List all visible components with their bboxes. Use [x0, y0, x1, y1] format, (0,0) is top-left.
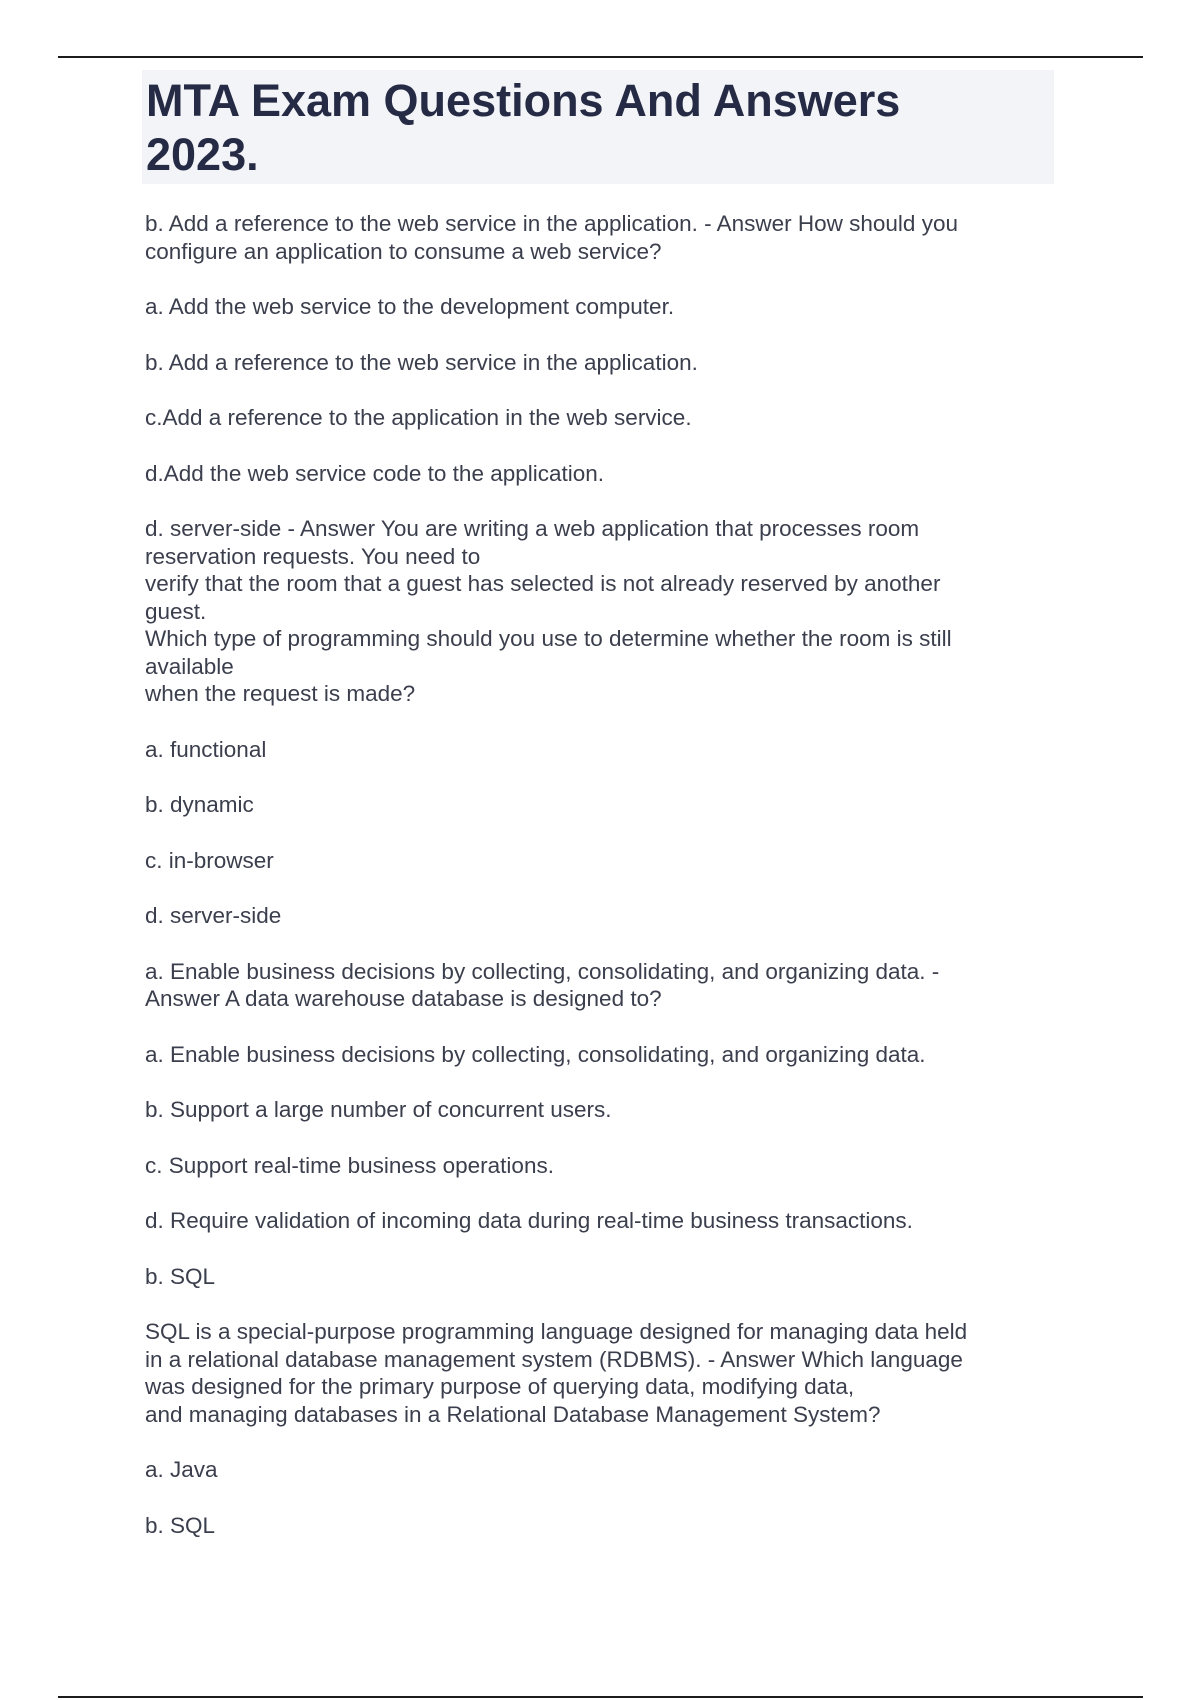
paragraph: d.Add the web service code to the application.	[145, 460, 605, 486]
top-rule	[58, 56, 1143, 58]
paragraph: b. Add a reference to the web service in the application. - Answer How should you configure an application to consume a web service?	[145, 211, 958, 264]
paragraph: b. Add a reference to the web service in the application.	[145, 349, 698, 375]
page-title: MTA Exam Questions And Answers 2023.	[146, 75, 901, 180]
paragraph: b. dynamic	[145, 792, 254, 817]
paragraph: d. server-side	[145, 903, 282, 928]
paragraph: d. Require validation of incoming data during real-time business transactions.	[145, 1208, 913, 1233]
paragraph: b. SQL	[145, 1512, 216, 1538]
paragraph: SQL is a special-purpose programming language designed for managing data held in a relational database management system (RDBMS). - Answer Which language was designed for the primary purpose of querying data, modifying data, and managing databases in a Relational Database Management System?	[145, 1319, 968, 1427]
paragraph: a. Add the web service to the development computer.	[145, 294, 675, 319]
title-block	[142, 70, 1054, 184]
paragraph: b. Support a large number of concurrent users.	[145, 1097, 612, 1122]
document-body	[145, 210, 1050, 1539]
paragraph: d. server-side - Answer You are writing a web application that processes room reservation requests. You need to verify that the room that a guest has selected is not already reserved by another guest. Which type of programming should you use to determine whether the room is still available when the request is made?	[145, 516, 952, 706]
paragraph: c.Add a reference to the application in the web service.	[145, 405, 692, 430]
paragraph: c. Support real-time business operations.	[145, 1152, 554, 1178]
paragraph: a. Enable business decisions by collecting, consolidating, and organizing data. - Answer A data warehouse database is designed to?	[145, 958, 940, 1011]
paragraph: a. functional	[145, 736, 267, 762]
paragraph: c. in-browser	[145, 847, 274, 873]
bottom-rule	[58, 1696, 1143, 1698]
paragraph: b. SQL	[145, 1263, 216, 1289]
paragraph: a. Java	[145, 1457, 218, 1482]
paragraph: a. Enable business decisions by collecting, consolidating, and organizing data.	[145, 1041, 926, 1067]
